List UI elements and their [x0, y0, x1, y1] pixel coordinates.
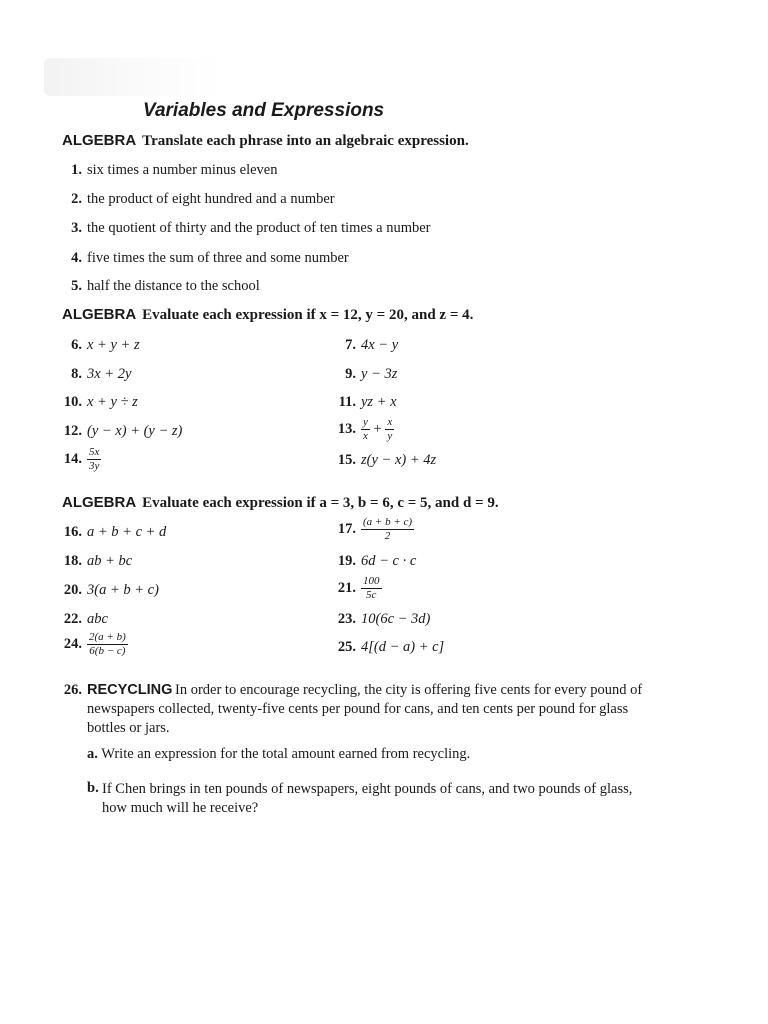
- exercise-10: [56, 394, 138, 411]
- exercise-number: 4.: [71, 250, 82, 266]
- exercise-expression: 6d − c · c: [361, 553, 417, 569]
- exercise-text: the product of eight hundred and a number: [87, 191, 335, 207]
- section3-heading: [62, 494, 499, 512]
- part-label: a.: [87, 746, 98, 762]
- exercise-8: [56, 366, 131, 383]
- exercise-number: 24.: [63, 635, 82, 652]
- exercise-number: 10.: [63, 394, 82, 410]
- exercise-number: 25.: [337, 639, 356, 655]
- section2-instruction: Evaluate each expression if x = 12, y = 20, and z = 4.: [142, 307, 474, 323]
- exercise-number: 9.: [345, 366, 356, 382]
- exercise-text: five times the sum of three and some number: [87, 250, 349, 266]
- exercise-text: half the distance to the school: [87, 278, 260, 294]
- exercise-number: 2.: [71, 191, 82, 207]
- exercise-20: [56, 582, 159, 599]
- exercise-expression: 3(a + b + c): [87, 582, 159, 598]
- fraction-sum-over-2: $\frac{(a + b + c)}{2}$: [363, 516, 413, 542]
- section1-heading: [62, 132, 469, 150]
- exercise-25: [330, 639, 444, 656]
- exercise-expression: z(y − x) + 4z: [361, 452, 437, 468]
- plus-operator: +: [373, 420, 382, 437]
- exercise-18: [56, 553, 132, 570]
- exercise-15: [330, 452, 436, 469]
- exercise-23: [330, 611, 430, 628]
- exercise-7: [330, 337, 398, 354]
- header-shadow-graphic: [44, 58, 224, 96]
- exercise-9: [330, 366, 397, 383]
- fraction-y-over-x: $\frac{y}{x}$: [363, 416, 368, 442]
- exercise-number: 13.: [337, 420, 356, 437]
- exercise-6: [56, 337, 140, 354]
- exercise-13: [330, 417, 394, 442]
- problem-26b-text: If Chen brings in ten pounds of newspapers, eight pounds of cans, and two pounds of glass, how much will he receive?: [102, 781, 633, 816]
- exercise-16: [56, 524, 166, 541]
- exercise-number: 18.: [63, 553, 82, 569]
- exercise-number: 12.: [63, 423, 82, 439]
- exercise-4: [56, 250, 349, 267]
- exercise-number: 16.: [63, 524, 82, 540]
- exercise-number: 23.: [337, 611, 356, 627]
- exercise-number: 5.: [71, 278, 82, 294]
- problem-26-text: In order to encourage recycling, the city is offering five cents for every pound of newspapers collected, twenty-five cents per pound for cans, and ten cents per pound for glass bottles or jars.: [87, 682, 643, 736]
- exercise-21: [330, 576, 382, 601]
- section3-instruction: Evaluate each expression if a = 3, b = 6, c = 5, and d = 9.: [142, 495, 499, 511]
- exercise-expression: 10(6c − 3d): [361, 611, 431, 627]
- exercise-number: 1.: [71, 162, 82, 178]
- exercise-12: [56, 423, 182, 440]
- fraction-x-over-y: $\frac{x}{y}$: [387, 416, 393, 442]
- exercise-17: [330, 517, 414, 542]
- problem-26-keyword: RECYCLING: [87, 682, 173, 698]
- exercise-1: [56, 162, 277, 179]
- exercise-number: 15.: [337, 452, 356, 468]
- exercise-number: 19.: [337, 553, 356, 569]
- exercise-11: [330, 394, 397, 411]
- exercise-number: 8.: [71, 366, 82, 382]
- exercise-expression: yz + x: [361, 394, 397, 410]
- exercise-22: [56, 611, 108, 628]
- problem-26b-label: [87, 780, 99, 797]
- exercise-number: 7.: [345, 337, 356, 353]
- section2-heading: [62, 306, 473, 324]
- exercise-number: 20.: [63, 582, 82, 598]
- exercise-2: [56, 191, 335, 208]
- exercise-text: the quotient of thirty and the product of ten times a number: [87, 220, 431, 236]
- exercise-expression: x + y ÷ z: [87, 394, 138, 410]
- exercise-number: 22.: [63, 611, 82, 627]
- section3-keyword: ALGEBRA: [62, 494, 137, 511]
- fraction-24: $\frac{2(a + b)}{6(b - c)}$: [89, 631, 126, 657]
- section1-keyword: ALGEBRA: [62, 132, 137, 149]
- exercise-expression: ab + bc: [87, 553, 133, 569]
- problem-26a: [87, 746, 470, 763]
- exercise-number: 14.: [63, 450, 82, 467]
- exercise-number: 6.: [71, 337, 82, 353]
- part-label: b.: [87, 780, 99, 796]
- part-text: Write an expression for the total amount earned from recycling.: [101, 746, 471, 762]
- exercise-expression: x + y + z: [87, 337, 140, 353]
- exercise-expression: (y − x) + (y − z): [87, 423, 183, 439]
- fraction-5x-over-3y: $\frac{5x}{3y}$: [89, 446, 100, 472]
- exercise-expression: abc: [87, 611, 108, 627]
- exercise-3: [56, 220, 430, 237]
- exercise-number: 11.: [338, 394, 356, 410]
- exercise-text: six times a number minus eleven: [87, 162, 278, 178]
- exercise-expression: 3x + 2y: [87, 366, 132, 382]
- exercise-number: 17.: [337, 520, 356, 537]
- exercise-14: [56, 447, 101, 472]
- exercise-expression: 4x − y: [361, 337, 399, 353]
- exercise-5: [56, 278, 260, 295]
- exercise-expression: a + b + c + d: [87, 524, 167, 540]
- exercise-number: 26.: [63, 682, 82, 698]
- exercise-number: 21.: [337, 579, 356, 596]
- exercise-24: [56, 632, 128, 657]
- exercise-number: 3.: [71, 220, 82, 236]
- exercise-expression: y − 3z: [361, 366, 398, 382]
- fraction-100-over-5c: $\frac{100}{5c}$: [363, 575, 380, 601]
- exercise-expression: 4[(d − a) + c]: [361, 639, 445, 655]
- exercise-19: [330, 553, 416, 570]
- section1-instruction: Translate each phrase into an algebraic expression.: [142, 133, 469, 149]
- section2-keyword: ALGEBRA: [62, 306, 137, 323]
- page-title: Variables and Expressions: [143, 100, 385, 121]
